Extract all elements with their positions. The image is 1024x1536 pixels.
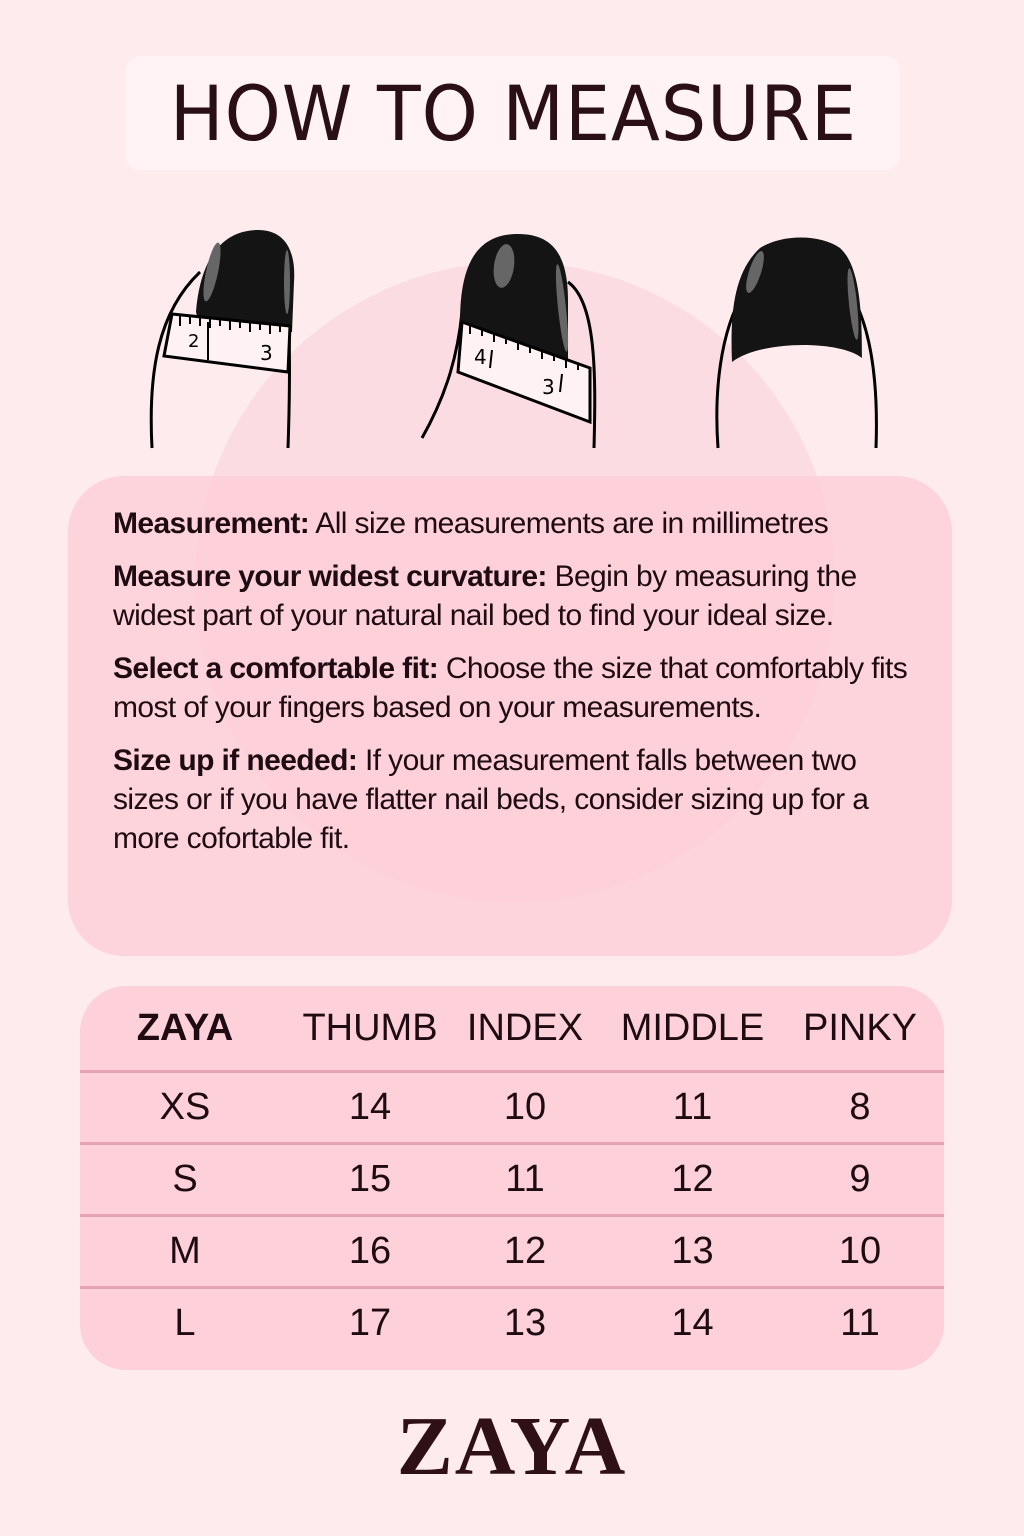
finger-angled-measure-illustration (418, 222, 608, 452)
tape-label: 3 (542, 375, 555, 399)
info-size-up (113, 741, 912, 858)
table-cell: 17 (348, 1302, 392, 1344)
tape-label: 3 (260, 341, 273, 365)
instructions-panel (68, 476, 952, 956)
table-cell: 13 (671, 1230, 714, 1272)
table-cell: 15 (348, 1158, 392, 1200)
brand-logo: ZAYA (396, 1400, 628, 1493)
size-label: XS (159, 1086, 211, 1128)
size-label: M (169, 1230, 201, 1272)
info-text: Begin by measuring the widest part of your natural nail bed to find your ideal size. (113, 560, 857, 632)
size-chart-table (80, 986, 944, 1370)
title-banner (126, 56, 900, 170)
table-cell: 11 (672, 1086, 713, 1128)
table-cell: 11 (840, 1302, 880, 1344)
info-text: All size measurements are in millimetres (309, 507, 829, 540)
info-widest-curvature (113, 557, 912, 635)
column-header-index: INDEX (466, 1006, 584, 1049)
table-cell: 11 (505, 1158, 545, 1200)
tape-label: 2 (188, 331, 200, 352)
table-row (80, 1214, 944, 1286)
table-row (80, 1142, 944, 1214)
table-cell: 13 (503, 1302, 547, 1344)
table-cell: 12 (503, 1230, 547, 1272)
table-cell: 14 (348, 1086, 392, 1128)
table-row (80, 1286, 944, 1358)
table-cell: 14 (671, 1302, 714, 1344)
info-label: Size up if needed: (113, 744, 358, 777)
table-header-row (80, 986, 944, 1070)
column-header-middle: MIDDLE (620, 1006, 765, 1049)
table-cell: 9 (849, 1158, 871, 1200)
info-label: Measure your widest curvature: (113, 560, 547, 593)
info-label: Select a comfortable fit: (113, 652, 439, 685)
table-cell: 8 (849, 1086, 871, 1128)
table-cell: 10 (503, 1086, 547, 1128)
tape-label: 4 (474, 345, 487, 369)
table-cell: 16 (348, 1230, 392, 1272)
column-header-pinky: PINKY (802, 1006, 918, 1049)
info-comfortable-fit (113, 649, 912, 727)
info-text: Choose the size that comfortably fits most of your fingers based on your measurements. (113, 652, 908, 724)
thumb-measure-illustration (140, 222, 310, 452)
table-cell: 12 (671, 1158, 714, 1200)
size-label: S (172, 1158, 198, 1200)
size-label: L (174, 1302, 196, 1344)
column-header-brand: ZAYA (136, 1006, 234, 1049)
info-label: Measurement: (113, 507, 310, 540)
table-row (80, 1070, 944, 1142)
column-header-thumb: THUMB (302, 1006, 438, 1049)
nail-fit-illustration (710, 222, 885, 452)
info-text: If your measurement falls between two sizes or if you have flatter nail beds, consider sizing up for a more cofortable fit. (113, 744, 869, 855)
info-measurement (113, 504, 912, 543)
table-cell: 10 (838, 1230, 882, 1272)
page-title: HOW TO MEASURE (169, 68, 857, 158)
